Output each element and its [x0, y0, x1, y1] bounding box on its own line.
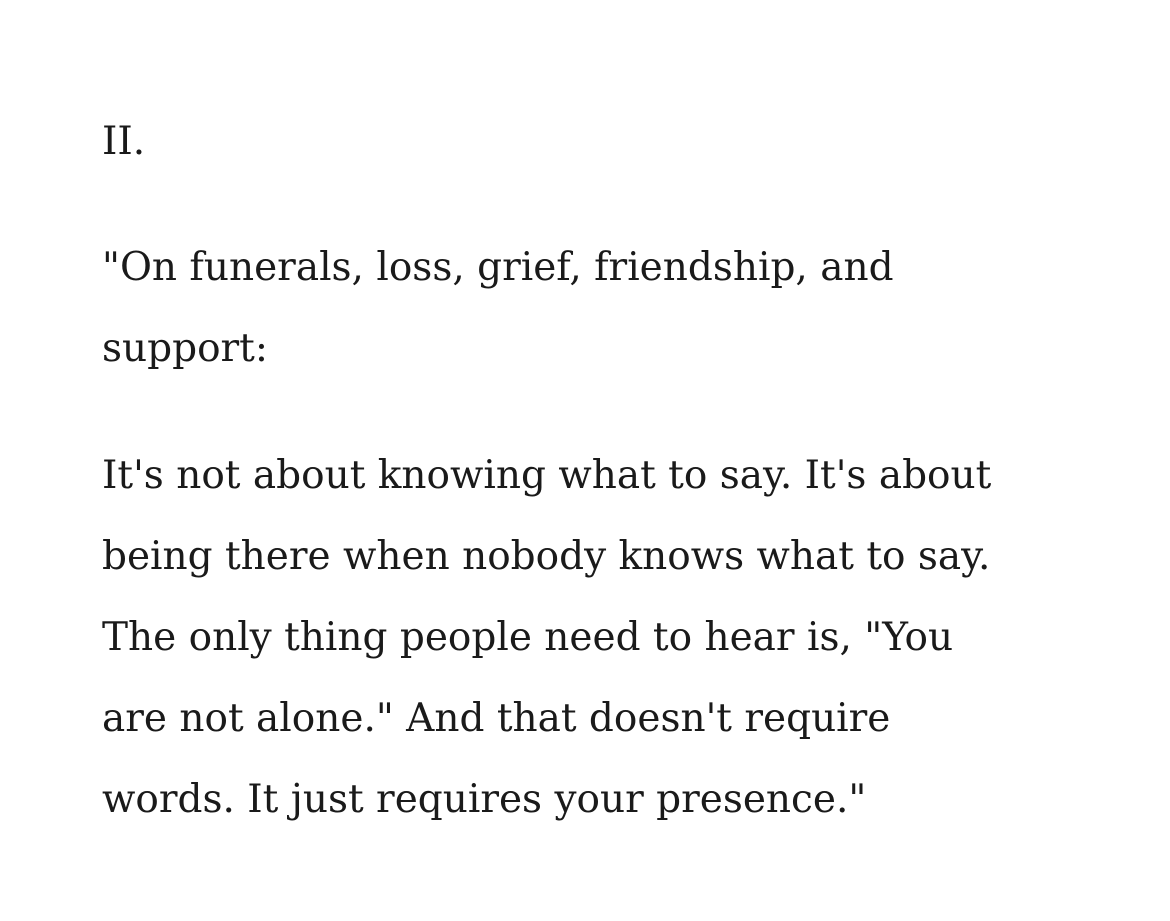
paragraph-line: are not alone." And that doesn't require: [102, 696, 891, 741]
paragraph-line: It's not about knowing what to say. It's about: [102, 453, 992, 498]
paragraph-line: being there when nobody knows what to say.: [102, 534, 991, 579]
paragraph-intro: [102, 227, 1102, 389]
section-number: II.: [102, 119, 146, 164]
paragraph-line: "On funerals, loss, grief, friendship, and: [102, 245, 894, 290]
paragraph-quote: [102, 435, 1102, 840]
paragraph-line: words. It just requires your presence.": [102, 777, 867, 822]
paragraph-line: The only thing people need to hear is, "You: [102, 615, 954, 660]
paragraph-line: support:: [102, 326, 268, 371]
